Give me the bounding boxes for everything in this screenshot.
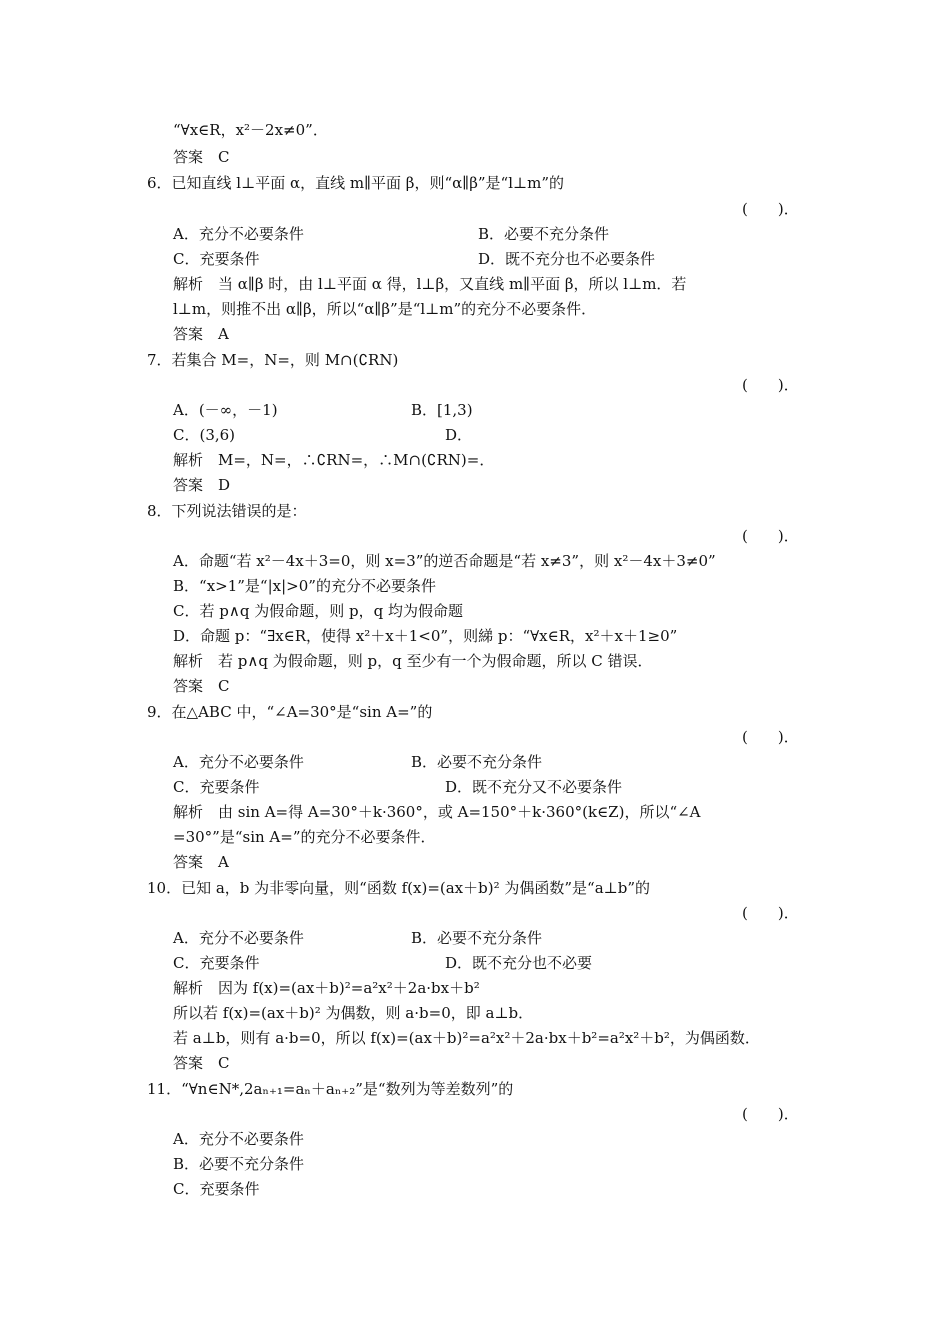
option-6b: B．必要不充分条件	[478, 225, 610, 243]
question-6-stem: 6．已知直线 l⊥平面 α，直线 m∥平面 β，则“α∥β”是“l⊥m”的	[147, 174, 565, 192]
answer-6: 答案 A	[173, 325, 229, 343]
answer-blank-9: ( )．	[742, 728, 799, 746]
analysis-7: 解析 M=，N=，∴∁RN=，∴M∩(∁RN)=．	[173, 451, 495, 469]
answer-blank-7: ( )．	[742, 376, 799, 394]
option-9c: C．充要条件	[173, 778, 260, 796]
answer-7: 答案 D	[173, 476, 231, 494]
question-7-stem: 7．若集合 M=，N=，则 M∩(∁RN)	[147, 351, 399, 369]
analysis-6-line1: 解析 当 α∥β 时，由 l⊥平面 α 得，l⊥β，又直线 m∥平面 β，所以 l⊥m．若	[173, 275, 687, 293]
option-7b: B．[1,3)	[411, 401, 473, 419]
answer-8: 答案 C	[173, 677, 230, 695]
option-9d: D．既不充分又不必要条件	[445, 778, 623, 796]
option-7d: D．	[445, 426, 473, 444]
option-11c: C．充要条件	[173, 1180, 260, 1198]
question-10-stem: 10．已知 a，b 为非零向量，则“函数 f(x)=(ax＋b)² 为偶函数”是“a⊥b”的	[147, 879, 651, 897]
prev-negation-line: “∀x∈R，x²－2x≠0”．	[173, 121, 328, 139]
answer-5: 答案 C	[173, 148, 230, 166]
option-6c: C．充要条件	[173, 250, 260, 268]
question-11-stem: 11．“∀n∈N*,2aₙ₊₁=aₙ＋aₙ₊₂”是“数列为等差数列”的	[147, 1080, 514, 1098]
option-6d: D．既不充分也不必要条件	[478, 250, 656, 268]
option-8a: A．命题“若 x²－4x＋3=0，则 x=3”的逆否命题是“若 x≠3”，则 x²－4x＋3≠0”	[173, 552, 716, 570]
answer-blank-10: ( )．	[742, 904, 799, 922]
option-10b: B．必要不充分条件	[411, 929, 543, 947]
analysis-10-line1: 解析 因为 f(x)=(ax＋b)²=a²x²＋2a·bx＋b²	[173, 979, 480, 997]
question-9-stem: 9．在△ABC 中，“∠A=30°是“sin A=”的	[147, 703, 433, 721]
analysis-9-line1: 解析 由 sin A=得 A=30°＋k·360°，或 A=150°＋k·360°(k∈Z)，所以“∠A	[173, 803, 701, 821]
option-10d: D．既不充分也不必要	[445, 954, 593, 972]
option-9b: B．必要不充分条件	[411, 753, 543, 771]
option-6a: A．充分不必要条件	[173, 225, 304, 243]
answer-9: 答案 A	[173, 853, 229, 871]
option-8c: C．若 p∧q 为假命题，则 p，q 均为假命题	[173, 602, 463, 620]
option-8b: B．“x>1”是“|x|>0”的充分不必要条件	[173, 577, 436, 595]
answer-blank-11: ( )．	[742, 1105, 799, 1123]
option-8d: D．命题 p：“∃x∈R，使得 x²＋x＋1<0”，则綈 p：“∀x∈R，x²＋x＋1≥0”	[173, 627, 678, 645]
analysis-10-line3: 若 a⊥b，则有 a·b=0，所以 f(x)=(ax＋b)²=a²x²＋2a·bx＋b²=a²x²＋b²，为偶函数．	[173, 1029, 760, 1047]
analysis-6-line2: l⊥m，则推不出 α∥β，所以“α∥β”是“l⊥m”的充分不必要条件．	[173, 300, 597, 318]
answer-blank-6: ( )．	[742, 200, 799, 218]
analysis-10-line2: 所以若 f(x)=(ax＋b)² 为偶数，则 a·b=0，即 a⊥b．	[173, 1004, 534, 1022]
analysis-8: 解析 若 p∧q 为假命题，则 p，q 至少有一个为假命题，所以 C 错误．	[173, 652, 653, 670]
question-8-stem: 8．下列说法错误的是：	[147, 502, 307, 520]
option-7c: C．(3,6)	[173, 426, 236, 444]
option-9a: A．充分不必要条件	[173, 753, 304, 771]
option-11b: B．必要不充分条件	[173, 1155, 305, 1173]
option-10c: C．充要条件	[173, 954, 260, 972]
answer-blank-8: ( )．	[742, 527, 799, 545]
option-7a: A．(－∞，－1)	[173, 401, 278, 419]
option-11a: A．充分不必要条件	[173, 1130, 304, 1148]
answer-10: 答案 C	[173, 1054, 230, 1072]
option-10a: A．充分不必要条件	[173, 929, 304, 947]
analysis-9-line2: =30°”是“sin A=”的充分不必要条件．	[173, 828, 436, 846]
